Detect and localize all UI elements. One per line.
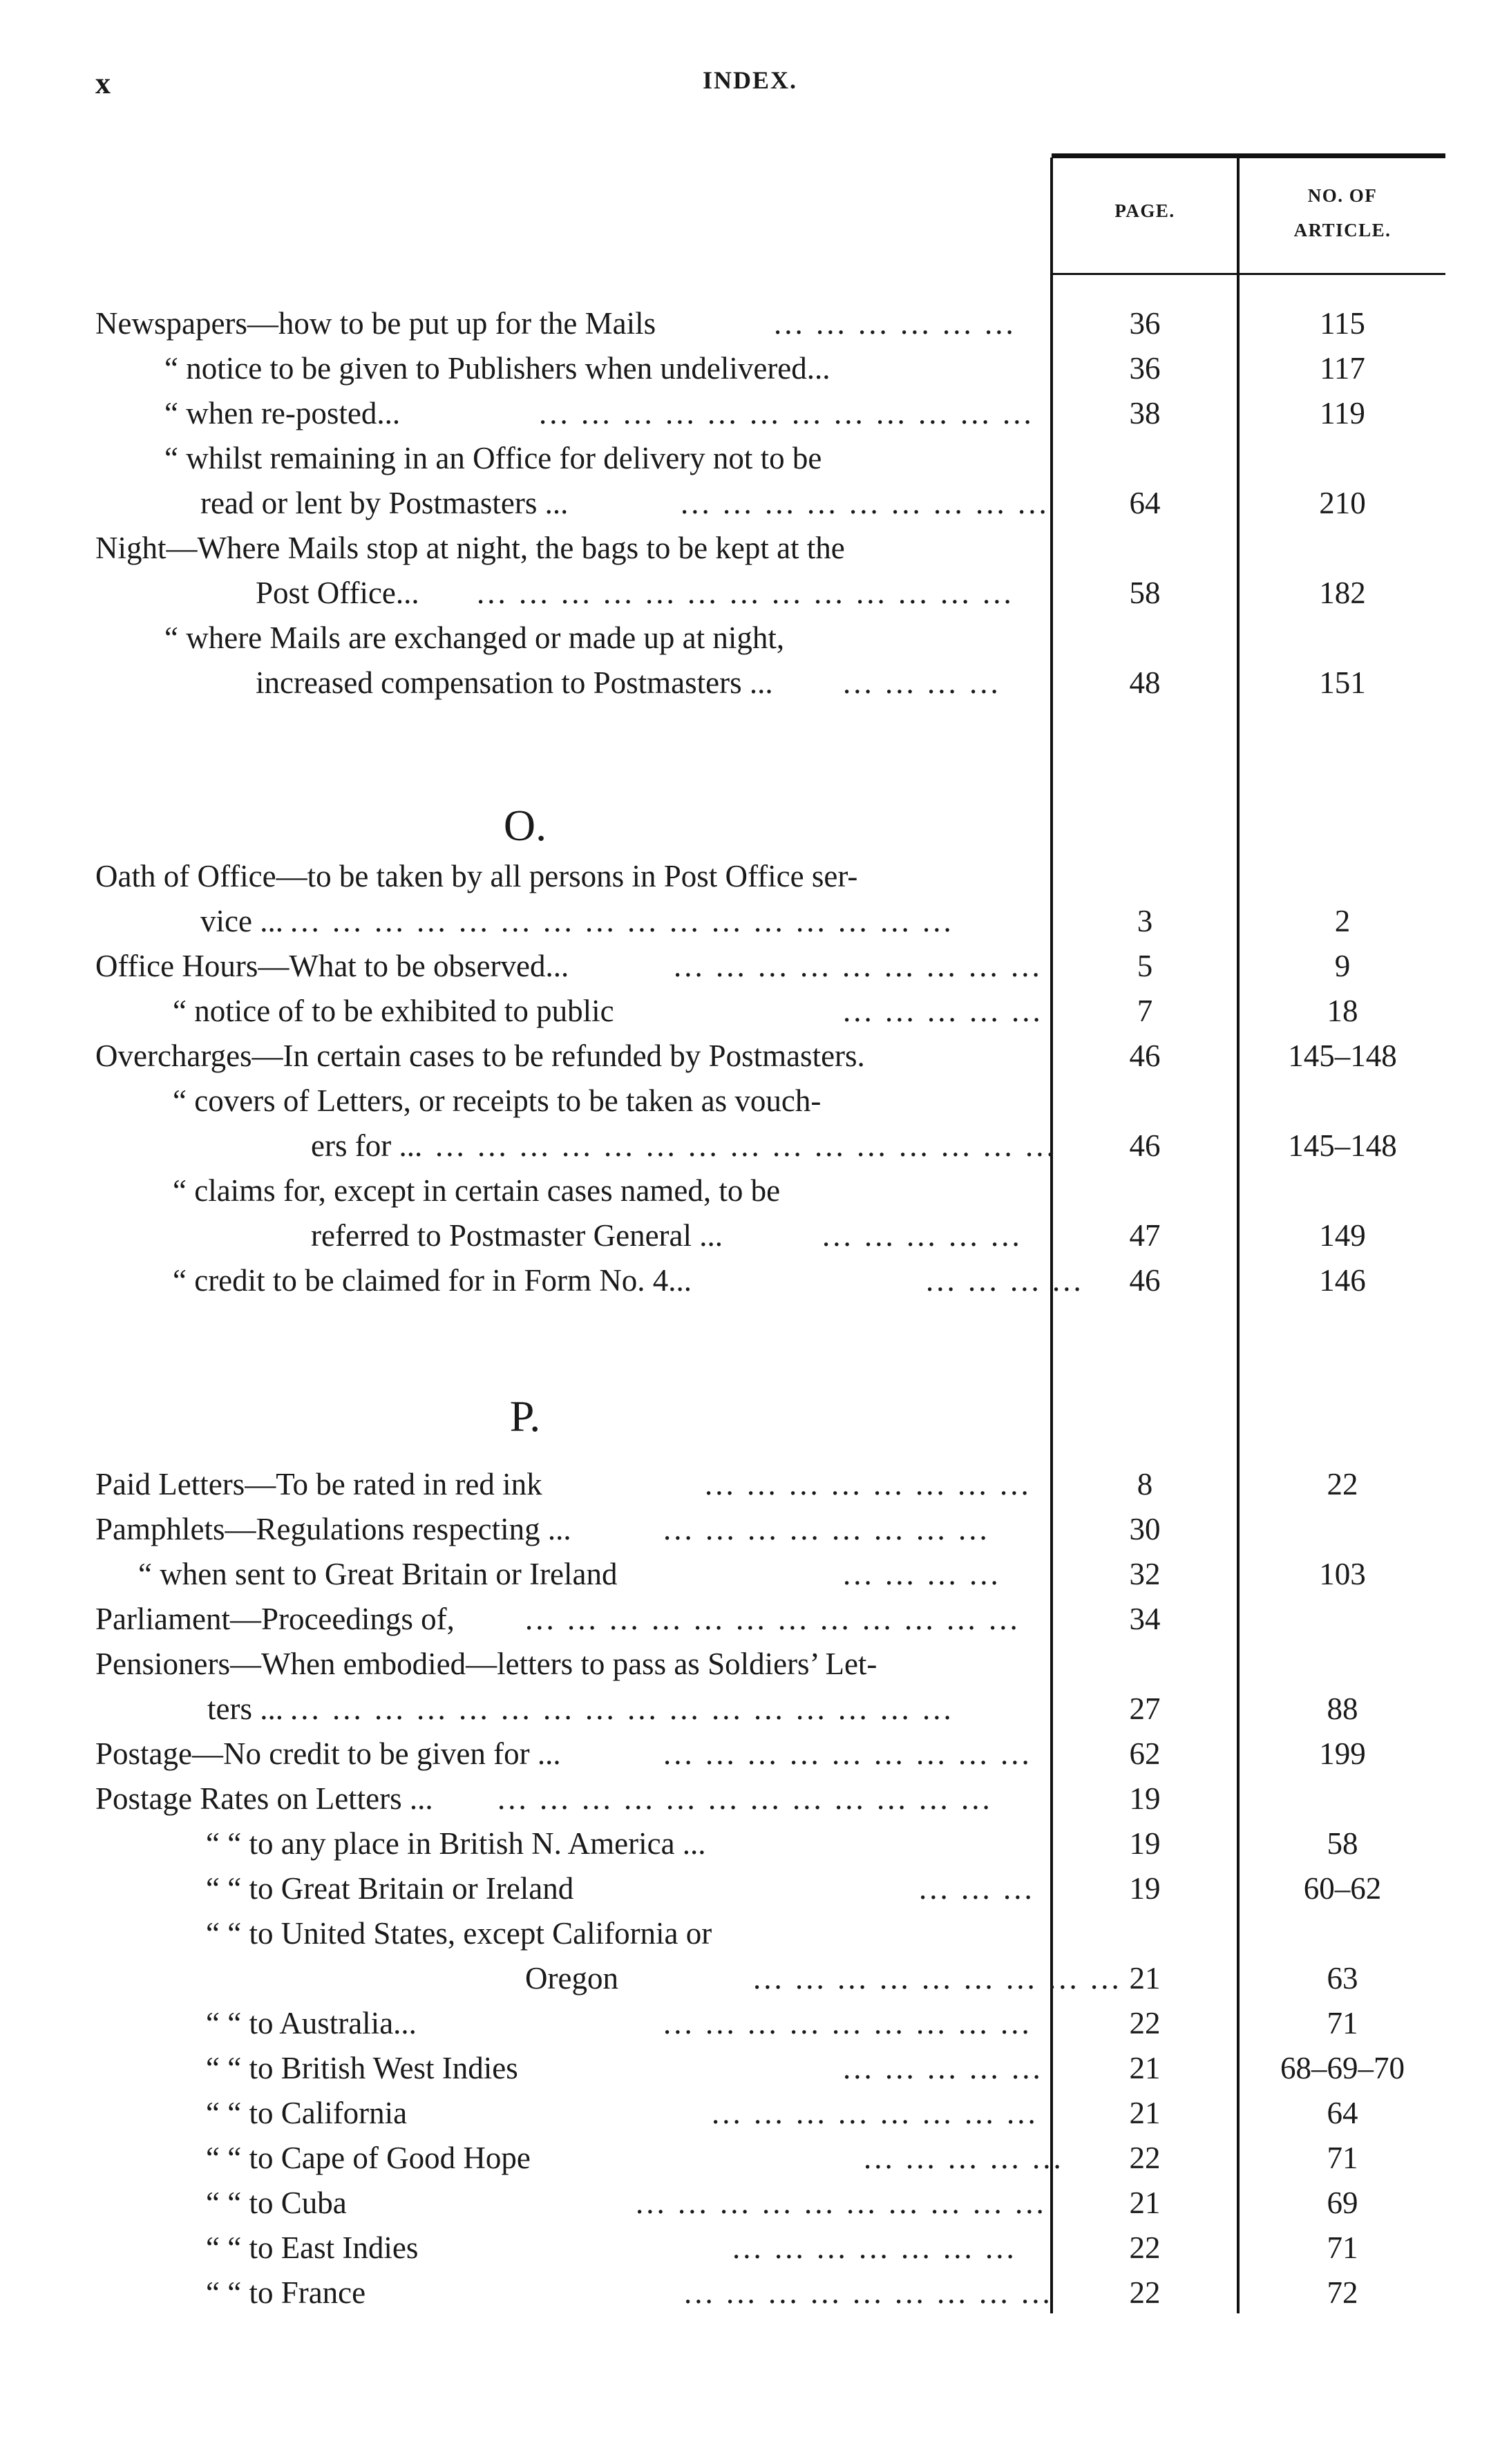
entry-page: 27 <box>1129 1691 1161 1726</box>
dot-leader: ... ... ... ... ... ... ... ... <box>663 1512 990 1546</box>
entry-text: “ “ to East Indies <box>206 2230 419 2265</box>
index-entry <box>0 853 1500 899</box>
index-entry <box>0 2090 1500 2136</box>
entry-text: “ “ to Australia... <box>206 2006 417 2040</box>
entry-text: “ “ to California <box>206 2096 408 2130</box>
entry-page: 22 <box>1129 2141 1161 2175</box>
entry-page: 34 <box>1129 1602 1161 1636</box>
entry-page: 21 <box>1129 2051 1161 2085</box>
entry-text: Newspapers—how to be put up for the Mails <box>95 306 656 341</box>
dot-leader: ... ... ... ... ... ... ... ... ... <box>663 1736 1032 1771</box>
dot-leader: ... ... ... ... ... ... ... ... ... <box>684 2275 1053 2310</box>
index-entry <box>0 2180 1500 2226</box>
index-entry <box>0 1821 1500 1866</box>
index-entry <box>0 390 1500 436</box>
entry-text: “ where Mails are exchanged or made up at night, <box>164 620 785 655</box>
article-column-header <box>1240 178 1445 247</box>
entry-article: 210 <box>1319 486 1366 520</box>
entry-page: 62 <box>1129 1736 1161 1771</box>
index-entry <box>0 1641 1500 1687</box>
entry-text: Office Hours—What to be observed... <box>95 949 569 983</box>
index-entry <box>0 2270 1500 2315</box>
index-entry <box>0 1596 1500 1642</box>
index-entry <box>0 1258 1500 1303</box>
entry-article: 119 <box>1320 396 1365 430</box>
index-entry <box>0 2135 1500 2181</box>
entry-text: Postage Rates on Letters ... <box>95 1781 433 1816</box>
index-entry <box>0 1078 1500 1124</box>
entry-text: “ “ to Cape of Good Hope <box>206 2141 531 2175</box>
dot-leader: ... ... ... ... ... ... ... ... <box>705 1467 1032 1501</box>
entry-text: “ “ to United States, except California or <box>206 1916 712 1951</box>
entry-page: 38 <box>1129 396 1161 430</box>
dot-leader: ... ... ... ... ... ... ... ... ... ... <box>636 2186 1047 2220</box>
entry-article: 151 <box>1319 665 1366 700</box>
entry-article: 145–148 <box>1288 1039 1397 1073</box>
entry-page: 3 <box>1137 904 1153 938</box>
entry-text: “ “ to Cuba <box>206 2186 347 2220</box>
entry-page: 46 <box>1129 1128 1161 1163</box>
index-entry <box>0 1168 1500 1213</box>
entry-text: referred to Postmaster General ... <box>311 1218 723 1253</box>
entry-article: 103 <box>1319 1557 1366 1591</box>
entry-text: Pamphlets—Regulations respecting ... <box>95 1512 571 1546</box>
section-heading-o: O. <box>503 801 547 850</box>
index-entry <box>0 988 1500 1034</box>
index-entry <box>0 2000 1500 2046</box>
entry-page: 30 <box>1129 1512 1161 1546</box>
entry-article: 117 <box>1320 351 1365 386</box>
index-entry <box>0 1866 1500 1911</box>
entry-page: 21 <box>1129 1961 1161 1996</box>
entry-text: “ notice to be given to Publishers when undelivered... <box>164 351 830 386</box>
entry-text: Paid Letters—To be rated in red ink <box>95 1467 542 1501</box>
column-header-bottom-rule <box>1052 273 1445 275</box>
entry-page: 64 <box>1129 486 1161 520</box>
dot-leader: ... ... ... ... ... ... <box>774 306 1016 341</box>
entry-page: 21 <box>1129 2186 1161 2220</box>
entry-page: 32 <box>1129 1557 1161 1591</box>
index-entry <box>0 2225 1500 2271</box>
index-entry <box>0 1506 1500 1552</box>
entry-page: 22 <box>1129 2006 1161 2040</box>
dot-leader: ... ... ... ... ... ... ... ... <box>712 2096 1038 2130</box>
entry-article: 22 <box>1327 1467 1358 1501</box>
dot-leader: ... ... ... ... ... ... ... ... ... ... ... ... <box>497 1781 993 1816</box>
entry-article: 60–62 <box>1303 1871 1382 1906</box>
entry-article: 64 <box>1327 2096 1358 2130</box>
dot-leader: ... ... ... ... <box>843 1557 1001 1591</box>
entry-page: 22 <box>1129 2275 1161 2310</box>
page-title: INDEX. <box>702 66 797 94</box>
entry-text: ters ... <box>207 1691 283 1726</box>
entry-text: read or lent by Postmasters ... <box>200 486 569 520</box>
dot-leader: ... ... ... ... ... ... ... ... ... ... ... ... <box>525 1602 1020 1636</box>
entry-article: 18 <box>1327 994 1358 1028</box>
entry-page: 58 <box>1129 576 1161 610</box>
entry-article: 69 <box>1327 2186 1358 2220</box>
section-heading-p: P. <box>509 1392 541 1441</box>
dot-leader: ... ... ... ... ... ... ... ... ... ... ... ... ... ... ... ... <box>290 904 954 938</box>
dot-leader: ... ... ... ... ... <box>822 1218 1023 1253</box>
index-entry <box>0 570 1500 616</box>
entry-page: 36 <box>1129 306 1161 341</box>
entry-article: 115 <box>1320 306 1365 341</box>
entry-article: 71 <box>1327 2141 1358 2175</box>
entry-article: 182 <box>1319 576 1366 610</box>
entry-text: increased compensation to Postmasters ... <box>256 665 773 700</box>
entry-article: 88 <box>1327 1691 1358 1726</box>
entry-text: Parliament—Proceedings of, <box>95 1602 455 1636</box>
entry-article: 149 <box>1319 1218 1366 1253</box>
index-entry <box>0 1731 1500 1776</box>
entry-text: Oregon <box>525 1961 618 1996</box>
entry-article: 58 <box>1327 1826 1358 1861</box>
entry-text: “ “ to British West Indies <box>206 2051 518 2085</box>
index-entry <box>0 615 1500 661</box>
entry-page: 5 <box>1137 949 1153 983</box>
entry-text: “ “ to France <box>206 2275 366 2310</box>
entry-text: Pensioners—When embodied—letters to pass as Soldiers’ Let- <box>95 1647 877 1681</box>
dot-leader: ... ... ... ... ... ... ... ... ... ... ... ... ... ... ... <box>435 1128 1057 1163</box>
entry-page: 47 <box>1129 1218 1161 1253</box>
dot-leader: ... ... ... ... ... <box>843 994 1043 1028</box>
dot-leader: ... ... ... ... ... ... ... ... ... <box>674 949 1043 983</box>
entry-text: Post Office... <box>256 576 419 610</box>
dot-leader: ... ... ... ... ... <box>864 2141 1064 2175</box>
dot-leader: ... ... ... ... ... ... ... ... ... <box>681 486 1050 520</box>
entry-page: 36 <box>1129 351 1161 386</box>
entry-text: “ covers of Letters, or receipts to be taken as vouch- <box>173 1083 822 1118</box>
index-entry <box>0 1911 1500 1956</box>
index-entry <box>0 480 1500 526</box>
entry-article: 145–148 <box>1288 1128 1397 1163</box>
entry-page: 21 <box>1129 2096 1161 2130</box>
entry-text: “ credit to be claimed for in Form No. 4... <box>173 1263 692 1298</box>
index-entry <box>0 1461 1500 1507</box>
entry-page: 7 <box>1137 994 1153 1028</box>
page-header <box>0 66 1500 107</box>
entry-text: “ “ to any place in British N. America ... <box>206 1826 706 1861</box>
index-entry <box>0 898 1500 944</box>
index-entry <box>0 943 1500 989</box>
index-entry <box>0 1033 1500 1079</box>
index-entry <box>0 525 1500 571</box>
dot-leader: ... ... ... <box>919 1871 1035 1906</box>
entry-article: 68–69–70 <box>1280 2051 1405 2085</box>
dot-leader: ... ... ... ... <box>926 1263 1084 1298</box>
dot-leader: ... ... ... ... ... ... ... ... ... ... ... ... ... <box>477 576 1014 610</box>
page-column-header: PAGE. <box>1114 200 1175 221</box>
index-entry <box>0 1123 1500 1168</box>
entry-text: “ notice of to be exhibited to public <box>173 994 614 1028</box>
entry-text: “ claims for, except in certain cases named, to be <box>173 1173 781 1208</box>
entry-text: “ when re-posted... <box>164 396 401 430</box>
entry-page: 46 <box>1129 1263 1161 1298</box>
index-entry <box>0 435 1500 481</box>
index-entry <box>0 301 1500 346</box>
dot-leader: ... ... ... ... ... ... ... ... ... ... ... ... ... ... ... ... <box>290 1691 954 1726</box>
entry-text: “ when sent to Great Britain or Ireland <box>138 1557 618 1591</box>
entry-page: 8 <box>1137 1467 1153 1501</box>
index-entry <box>0 1213 1500 1258</box>
page-number: x <box>95 66 111 100</box>
index-entry <box>0 2045 1500 2091</box>
entry-page: 48 <box>1129 665 1161 700</box>
entry-page: 46 <box>1129 1039 1161 1073</box>
index-entry <box>0 1776 1500 1821</box>
entry-text: ers for ... <box>311 1128 423 1163</box>
index-entry <box>0 1686 1500 1732</box>
index-entry <box>0 1551 1500 1597</box>
dot-leader: ... ... ... ... ... <box>843 2051 1043 2085</box>
dot-leader: ... ... ... ... ... ... ... ... ... <box>663 2006 1032 2040</box>
index-entry <box>0 660 1500 705</box>
entry-article: 71 <box>1327 2006 1358 2040</box>
entry-article: 72 <box>1327 2275 1358 2310</box>
entry-text: Postage—No credit to be given for ... <box>95 1736 561 1771</box>
entry-page: 22 <box>1129 2230 1161 2265</box>
entry-text: Oath of Office—to be taken by all persons in Post Office ser- <box>95 859 858 893</box>
article-header-line-1: NO. OF <box>1307 185 1378 206</box>
article-header-line-2: ARTICLE. <box>1293 220 1392 240</box>
dot-leader: ... ... ... ... ... ... ... ... ... ... ... ... <box>539 396 1034 430</box>
dot-leader: ... ... ... ... <box>843 665 1001 700</box>
entry-article: 2 <box>1334 904 1351 938</box>
entry-text: Overcharges—In certain cases to be refunded by Postmasters. <box>95 1039 865 1073</box>
entry-article: 199 <box>1319 1736 1366 1771</box>
entry-text: vice ... <box>200 904 283 938</box>
dot-leader: ... ... ... ... ... ... ... <box>732 2230 1017 2265</box>
entry-page: 19 <box>1129 1826 1161 1861</box>
index-entry <box>0 345 1500 391</box>
entry-article: 146 <box>1319 1263 1366 1298</box>
index-entry <box>0 1955 1500 2001</box>
entry-text: Night—Where Mails stop at night, the bags to be kept at the <box>95 531 845 565</box>
entry-article: 9 <box>1334 949 1351 983</box>
entry-text: “ whilst remaining in an Office for delivery not to be <box>164 441 822 475</box>
entry-text: “ “ to Great Britain or Ireland <box>206 1871 574 1906</box>
column-header-top-rule <box>1052 153 1445 158</box>
dot-leader: ... ... ... ... ... ... ... ... ... <box>753 1961 1122 1996</box>
entry-page: 19 <box>1129 1871 1161 1906</box>
entry-article: 63 <box>1327 1961 1358 1996</box>
entry-page: 19 <box>1129 1781 1161 1816</box>
entry-article: 71 <box>1327 2230 1358 2265</box>
